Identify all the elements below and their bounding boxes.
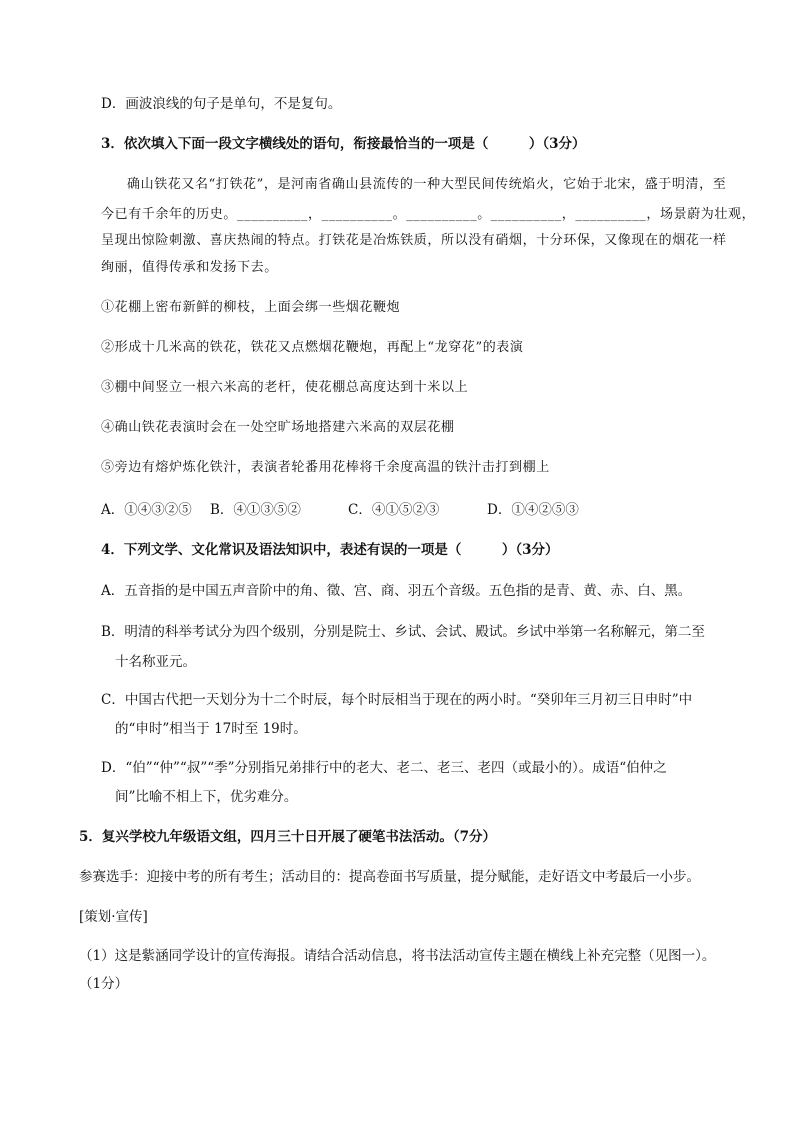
q3-item-1: ①花棚上密布新鲜的柳枝，上面会绑一些烟花鞭炮	[101, 300, 401, 315]
q3-option-a: A．①④③②⑤	[101, 502, 192, 518]
q3-item-3: ③棚中间竖立一根六米高的老杆，使花棚总高度达到十米以上	[101, 380, 469, 395]
q3-passage-line-1: 确山铁花又名“打铁花”，是河南省确山县流传的一种大型民间传统焰火，它始于北宋，盛于明清，至	[127, 177, 727, 192]
q5-sub1-line-2: （1分）	[79, 976, 129, 992]
q2-option-d: D．画波浪线的句子是单句，不是复句。	[101, 96, 342, 112]
q3-item-2: ②形成十几米高的铁花，铁花又点燃烟花鞭炮，再配上“龙穿花”的表演	[101, 340, 524, 355]
q3-passage-line-3: 呈现出惊险刺激、喜庆热闹的特点。打铁花是冶炼铁质，所以没有硝烟，十分环保，又像现在的烟花一样	[101, 233, 727, 248]
q5-info: 参赛选手：迎接中考的所有考生；活动目的：提高卷面书写质量，提分赋能，走好语文中考最后一小步。	[79, 869, 700, 885]
q4-option-d-line-1: D．“伯”“仲”“叔”“季”分别指兄弟排行中的老大、老二、老三、老四（或最小的）。成语“伯仲之	[101, 760, 667, 776]
q4-option-a: A．五音指的是中国五声音阶中的角、徵、宫、商、羽五个音级。五色指的是青、黄、赤、白、黑。	[101, 583, 692, 599]
q5-section-heading: [策划·宣传]	[79, 909, 148, 925]
q3-title: 3．依次填入下面一段文字横线处的语句，衔接最恰当的一项是（ ）（3分）	[101, 136, 586, 152]
q3-option-b: B．④①③⑤②	[210, 502, 301, 518]
q4-option-b-line-2: 十名称亚元。	[115, 654, 196, 670]
q3-item-5: ⑤旁边有熔炉炼化铁汁，表演者轮番用花棒将千余度高温的铁汁击打到棚上	[101, 460, 550, 475]
q4-option-b-line-1: B．明清的科举考试分为四个级别，分别是院士、乡试、会试、殿试。乡试中举第一名称解元，第二至	[101, 624, 705, 640]
q4-title: 4．下列文学、文化常识及语法知识中，表述有误的一项是（ ）（3分）	[101, 542, 559, 558]
q3-option-c: C．④①⑤②③	[348, 502, 440, 518]
q4-option-c-line-1: C．中国古代把一天划分为十二个时辰，每个时辰相当于现在的两小时。“癸卯年三月初三日申时”中	[101, 692, 693, 708]
q3-passage-line-2: 今已有千余年的历史。__________，__________。__________。__________，__________，场景蔚为壮观，	[101, 207, 756, 222]
q5-sub1-line-1: （1）这是紫涵同学设计的宣传海报。请结合活动信息，将书法活动宣传主题在横线上补充完整（见图一）。	[79, 948, 716, 964]
q4-option-d-line-2: 间”比喻不相上下，优劣难分。	[115, 789, 298, 805]
q5-title: 5．复兴学校九年级语文组，四月三十日开展了硬笔书法活动。（7分）	[79, 829, 497, 845]
q3-option-d: D．①④②⑤③	[487, 502, 579, 518]
q4-option-c-line-2: 的“申时”相当于 17时至 19时。	[115, 721, 307, 737]
q3-item-4: ④确山铁花表演时会在一处空旷场地搭建六米高的双层花棚	[101, 420, 455, 435]
q3-passage-line-4: 绚丽，值得传承和发扬下去。	[101, 260, 278, 275]
